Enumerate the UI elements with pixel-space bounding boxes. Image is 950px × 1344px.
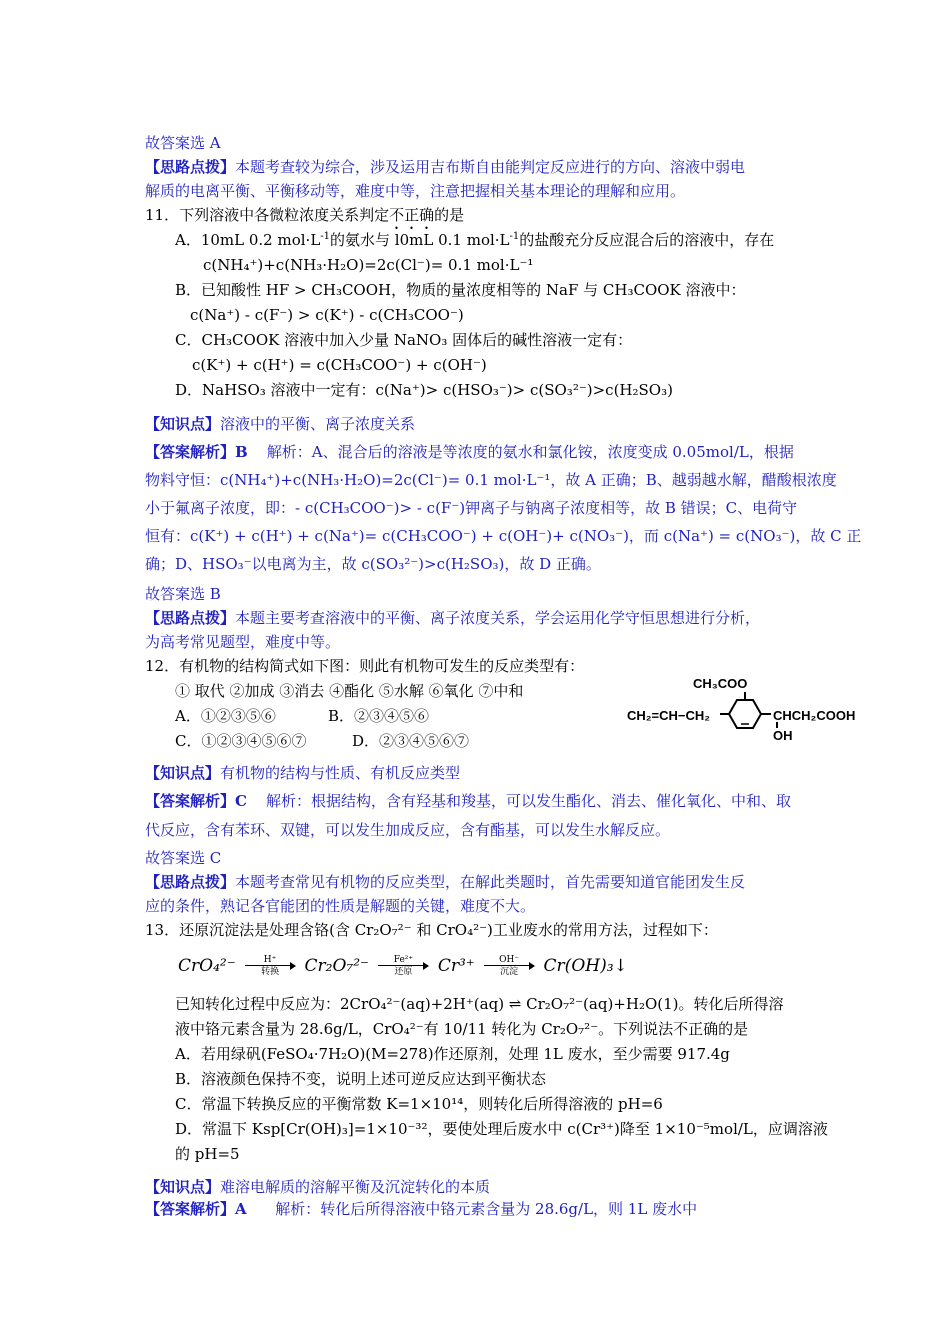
- arrow-3-top: OH⁻: [499, 955, 520, 965]
- knowledge-label: 【知识点】: [145, 1178, 221, 1196]
- struct-right-label: CHCH₂COOH: [773, 708, 856, 723]
- q11-stem-a: 11．下列溶液中各微粒浓度关系判定: [145, 206, 390, 224]
- q11a-p1: A．10mL 0.2 mol·L: [175, 231, 321, 249]
- q11-option-c-line2: c(K⁺) + c(H⁺) = c(CH₃COO⁻) + c(OH⁻): [192, 356, 487, 374]
- chain-species-2: Cr₂O₇²⁻: [304, 956, 369, 976]
- analysis-11-line4: 恒有：c(K⁺) + c(H⁺) + c(Na⁺)= c(CH₃COO⁻) + c(OH⁻)+ c(NO₃⁻)，而 c(Na⁺) = c(NO₃⁻)，故 C 正: [145, 527, 862, 545]
- arrow-2-bottom: 还原: [394, 967, 413, 977]
- answer-line-11: 故答案选 B: [145, 585, 221, 603]
- knowledge-label: 【知识点】: [145, 415, 221, 433]
- q13-known-line1: 已知转化过程中反应为：2CrO₄²⁻(aq)+2H⁺(aq) ⇌ Cr₂O₇²⁻(aq)+H₂O(1)。转化后所得溶: [175, 995, 784, 1013]
- tip-label: 【思路点拨】: [145, 158, 236, 176]
- q11-option-b-line2: c(Na⁺) - c(F⁻) > c(K⁺) - c(CH₃COO⁻): [190, 306, 464, 324]
- chain-species-3: Cr³⁺: [437, 956, 475, 976]
- chain-arrow-3: [484, 955, 534, 978]
- knowledge-13: [145, 1175, 490, 1199]
- reaction-chain: [178, 955, 628, 978]
- q11-emphasis: 不正确: [389, 206, 435, 224]
- knowledge-label: 【知识点】: [145, 764, 221, 782]
- tip-line-12b: 应的条件，熟记各官能团的性质是解题的关键，难度不大。: [145, 897, 536, 915]
- q11-option-d: D．NaHSO₃ 溶液中一定有：c(Na⁺)> c(HSO₃⁻)> c(SO₃²⁻)>c(H₂SO₃): [175, 381, 673, 399]
- tip-text: 本题考查较为综合，涉及运用吉布斯自由能判定反应进行的方向、溶液中弱电: [235, 158, 746, 176]
- analysis-text: 解析：A、混合后的溶液是等浓度的氨水和氯化铵，浓度变成 0.05mol/L，根据: [266, 443, 794, 461]
- analysis-11-line3: 小于氟离子浓度，即：- c(CH₃COO⁻)> - c(F⁻)钾离子与钠离子浓度相等，故 B 错误；C、电荷守: [145, 499, 798, 517]
- question-12-stem: 12．有机物的结构简式如下图：则此有机物可发生的反应类型有：: [145, 657, 585, 675]
- answer-line-12: 故答案选 C: [145, 849, 222, 867]
- tip-label: 【思路点拨】: [145, 873, 236, 891]
- q11a-p3: 的盐酸充分反应混合后的溶液中，存在: [519, 231, 775, 249]
- q13-option-d-line2: 的 pH=5: [175, 1145, 240, 1163]
- q11-option-a-line1: A．10mL 0.2 $mol\cdot L^{-1}$的氨水与 l0mL 0.1 $mol\cdot L^{-1}$的盐酸充分反应混合后的溶液中，存在: [175, 231, 775, 249]
- analysis-text: 解析：根据结构，含有羟基和羧基，可以发生酯化、消去、催化氧化、中和、取: [266, 792, 792, 810]
- arrow-1-bottom: 转换: [261, 967, 280, 977]
- answer-line-10: 故答案选 A: [145, 134, 221, 152]
- arrow-2-top: Fe²⁺: [393, 955, 414, 965]
- q13-known-line2: 液中铬元素含量为 28.6g/L，CrO₄²⁻有 10/11 转化为 Cr₂O₇²⁻。下列说法不正确的是: [175, 1020, 749, 1038]
- analysis-12-line2: 代反应，含有苯环、双键，可以发生加成反应，含有酯基，可以发生水解反应。: [145, 821, 671, 839]
- q12-options-list: ① 取代 ②加成 ③消去 ④酯化 ⑤水解 ⑥氧化 ⑦中和: [175, 682, 524, 700]
- q11-option-a-line2: c(NH₄⁺)+c(NH₃·H₂O)=2c(Cl⁻)= 0.1 mol·L⁻¹: [203, 256, 534, 274]
- answer-label: 【答案解析】B: [145, 443, 248, 461]
- q13-option-a: A．若用绿矾(FeSO₄·7H₂O)(M=278)作还原剂，处理 1L 废水，至少需要 917.4g: [175, 1045, 730, 1063]
- q12-option-a: A．①②③⑤⑥: [175, 707, 276, 725]
- tip-label: 【思路点拨】: [145, 609, 236, 627]
- knowledge-12: [145, 761, 460, 785]
- q12-option-b: B．②③④⑤⑥: [328, 707, 430, 725]
- chain-arrow-2: [378, 955, 428, 978]
- q11-option-b-line1: B．已知酸性 HF > CH₃COOH，物质的量浓度相等的 NaF 与 CH₃COOK 溶液中：: [175, 281, 746, 299]
- knowledge-text: 难溶电解质的溶解平衡及沉淀转化的本质: [220, 1178, 491, 1196]
- question-13-stem: 13．还原沉淀法是处理含铬(含 Cr₂O₇²⁻ 和 CrO₄²⁻)工业废水的常用方法，过程如下：: [145, 921, 718, 939]
- answer-label: 【答案解析】A: [145, 1200, 247, 1218]
- tip-line-10b: 解质的电离平衡、平衡移动等，难度中等，注意把握相关基本理论的理解和应用。: [145, 182, 686, 200]
- answer-label: 【答案解析】C: [145, 792, 247, 810]
- q13-option-d-line1: D．常温下 Ksp[Cr(OH)₃]=1×10⁻³²，要使处理后废水中 c(Cr³⁺)降至 1×10⁻⁵mol/L，应调溶液: [175, 1120, 828, 1138]
- knowledge-11: [145, 412, 415, 436]
- chain-arrow-1: [245, 955, 295, 978]
- structural-formula: [625, 672, 865, 752]
- analysis-12-line1: [145, 789, 791, 813]
- struct-left-label: CH₂=CH−CH₂: [627, 708, 711, 723]
- tip-text: 本题考查常见有机物的反应类型，在解此类题时，首先需要知道官能团发生反: [235, 873, 746, 891]
- q12-option-d: D．②③④⑤⑥⑦: [352, 732, 470, 750]
- chain-species-1: CrO₄²⁻: [178, 956, 236, 976]
- analysis-11-line2: 物料守恒：c(NH₄⁺)+c(NH₃·H₂O)=2c(Cl⁻)= 0.1 mol·L⁻¹，故 A 正确；B、越弱越水解，醋酸根浓度: [145, 471, 837, 489]
- q11-stem-c: 的是: [434, 206, 465, 224]
- knowledge-text: 有机物的结构与性质、有机反应类型: [220, 764, 461, 782]
- struct-oh-label: OH: [773, 728, 793, 743]
- q11a-p2: 的氨水与 l0mL 0.1 mol·L: [330, 231, 510, 249]
- tip-line-12a: [145, 870, 745, 894]
- struct-top-label: CH₃COO: [693, 676, 748, 691]
- tip-text: 本题主要考查溶液中的平衡、离子浓度关系，学会运用化学守恒思想进行分析，: [235, 609, 761, 627]
- tip-line-11a: [145, 606, 760, 630]
- analysis-13-line1: [145, 1197, 697, 1221]
- analysis-text: 解析：转化后所得溶液中铬元素含量为 28.6g/L，则 1L 废水中: [275, 1200, 698, 1218]
- tip-line-10a: [145, 155, 745, 179]
- q13-option-b: B．溶液颜色保持不变，说明上述可逆反应达到平衡状态: [175, 1070, 547, 1088]
- tip-line-11b: 为高考常见题型，难度中等。: [145, 633, 341, 651]
- q13-option-c: C．常温下转换反应的平衡常数 K=1×10¹⁴，则转化后所得溶液的 pH=6: [175, 1095, 663, 1113]
- analysis-11-line1: [145, 440, 794, 464]
- q12-option-c: C．①②③④⑤⑥⑦: [175, 732, 307, 750]
- analysis-11-line5: 确；D、HSO₃⁻以电离为主，故 c(SO₃²⁻)>c(H₂SO₃)，故 D 正确。: [145, 555, 601, 573]
- arrow-3-bottom: 沉淀: [500, 967, 519, 977]
- chain-species-4: Cr(OH)₃↓: [543, 956, 628, 976]
- q11-option-c-line1: C．CH₃COOK 溶液中加入少量 NaNO₃ 固体后的碱性溶液一定有：: [175, 331, 633, 349]
- arrow-1-top: H⁺: [263, 955, 277, 965]
- knowledge-text: 溶液中的平衡、离子浓度关系: [220, 415, 416, 433]
